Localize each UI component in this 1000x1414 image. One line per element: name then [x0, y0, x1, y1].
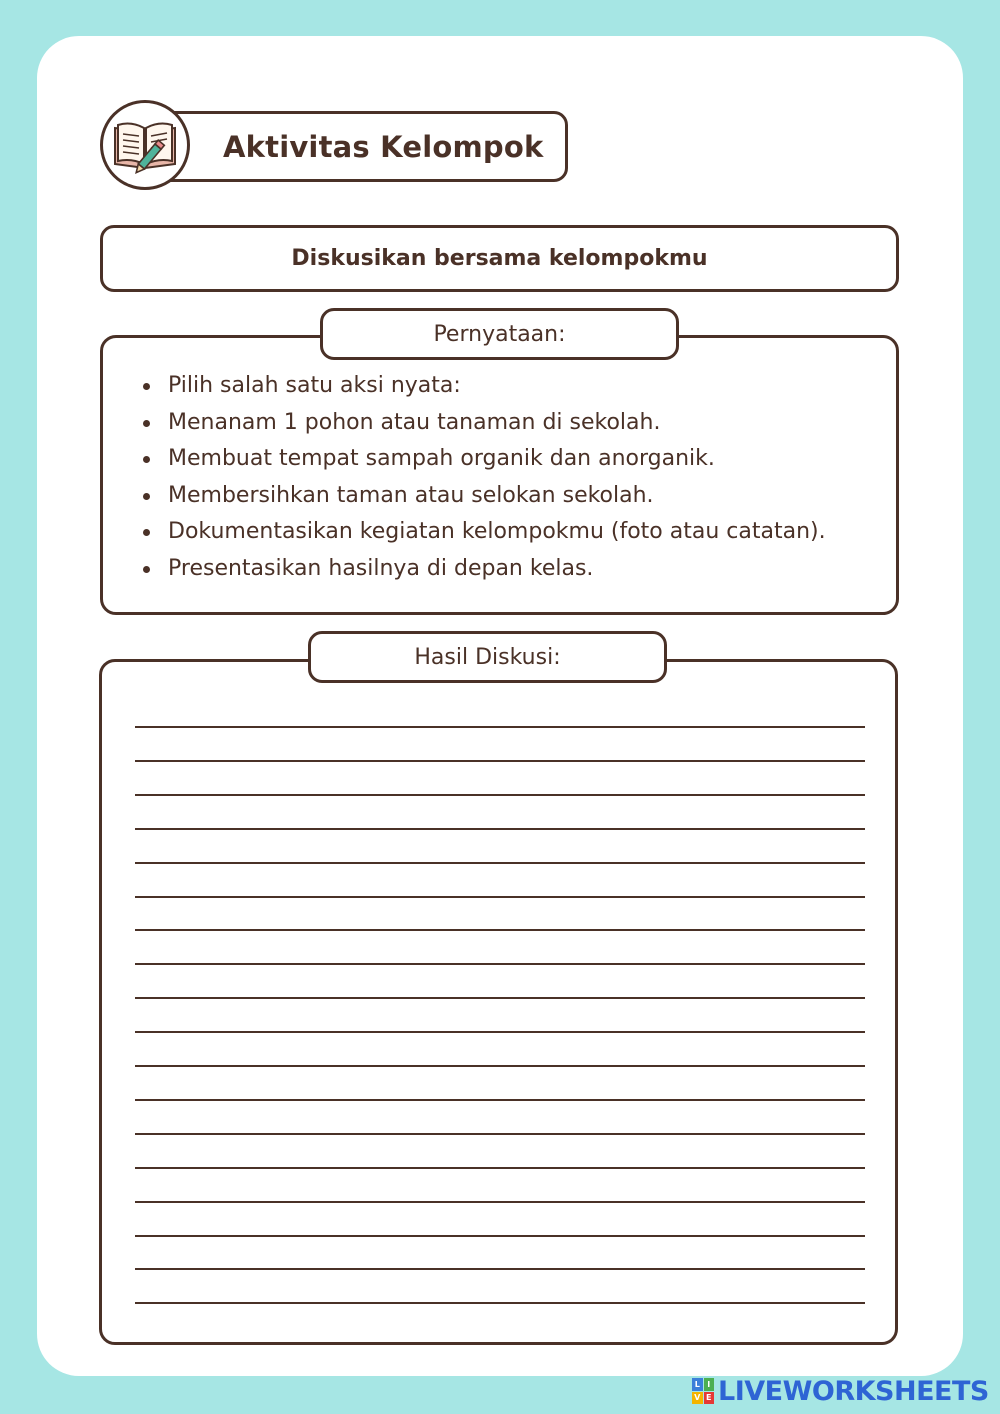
header-title-banner — [148, 111, 568, 182]
logo-letter: I — [704, 1378, 715, 1391]
logo-letter: E — [704, 1392, 715, 1405]
statement-panel — [100, 335, 899, 615]
writing-line — [135, 1235, 865, 1237]
list-item: Dokumentasikan kegiatan kelompokmu (foto atau catatan). — [141, 514, 876, 551]
writing-line — [135, 1268, 865, 1270]
logo-letter: V — [692, 1392, 703, 1405]
writing-line — [135, 1065, 865, 1067]
writing-line — [135, 794, 865, 796]
open-book-pencil-icon — [109, 114, 181, 176]
list-item: Menanam 1 pohon atau tanaman di sekolah. — [141, 405, 876, 442]
writing-line — [135, 726, 865, 728]
writing-line — [135, 1201, 865, 1203]
writing-line — [135, 828, 865, 830]
statement-label: Pernyataan: — [320, 308, 679, 360]
header-icon-badge — [100, 100, 190, 190]
writing-line — [135, 862, 865, 864]
page-title: Aktivitas Kelompok — [223, 129, 544, 164]
writing-line — [135, 1302, 865, 1304]
writing-line — [135, 760, 865, 762]
writing-line — [135, 997, 865, 999]
list-item: Membersihkan taman atau selokan sekolah. — [141, 478, 876, 515]
liveworksheets-logo-icon — [692, 1378, 714, 1404]
statement-list — [141, 368, 876, 588]
writing-area[interactable] — [135, 662, 865, 1342]
writing-line — [135, 896, 865, 898]
writing-line — [135, 1167, 865, 1169]
writing-line — [135, 1031, 865, 1033]
instruction-banner: Diskusikan bersama kelompokmu — [100, 225, 899, 292]
list-item: Membuat tempat sampah organik dan anorganik. — [141, 441, 876, 478]
writing-line — [135, 929, 865, 931]
writing-line — [135, 1099, 865, 1101]
brand-name: LIVEWORKSHEETS — [718, 1375, 989, 1407]
liveworksheets-brand — [692, 1373, 992, 1409]
discussion-result-label: Hasil Diskusi: — [308, 631, 667, 683]
discussion-result-panel — [99, 659, 898, 1345]
logo-letter: L — [692, 1378, 703, 1391]
writing-line — [135, 1133, 865, 1135]
list-item: Presentasikan hasilnya di depan kelas. — [141, 551, 876, 588]
writing-line — [135, 963, 865, 965]
list-item: Pilih salah satu aksi nyata: — [141, 368, 876, 405]
